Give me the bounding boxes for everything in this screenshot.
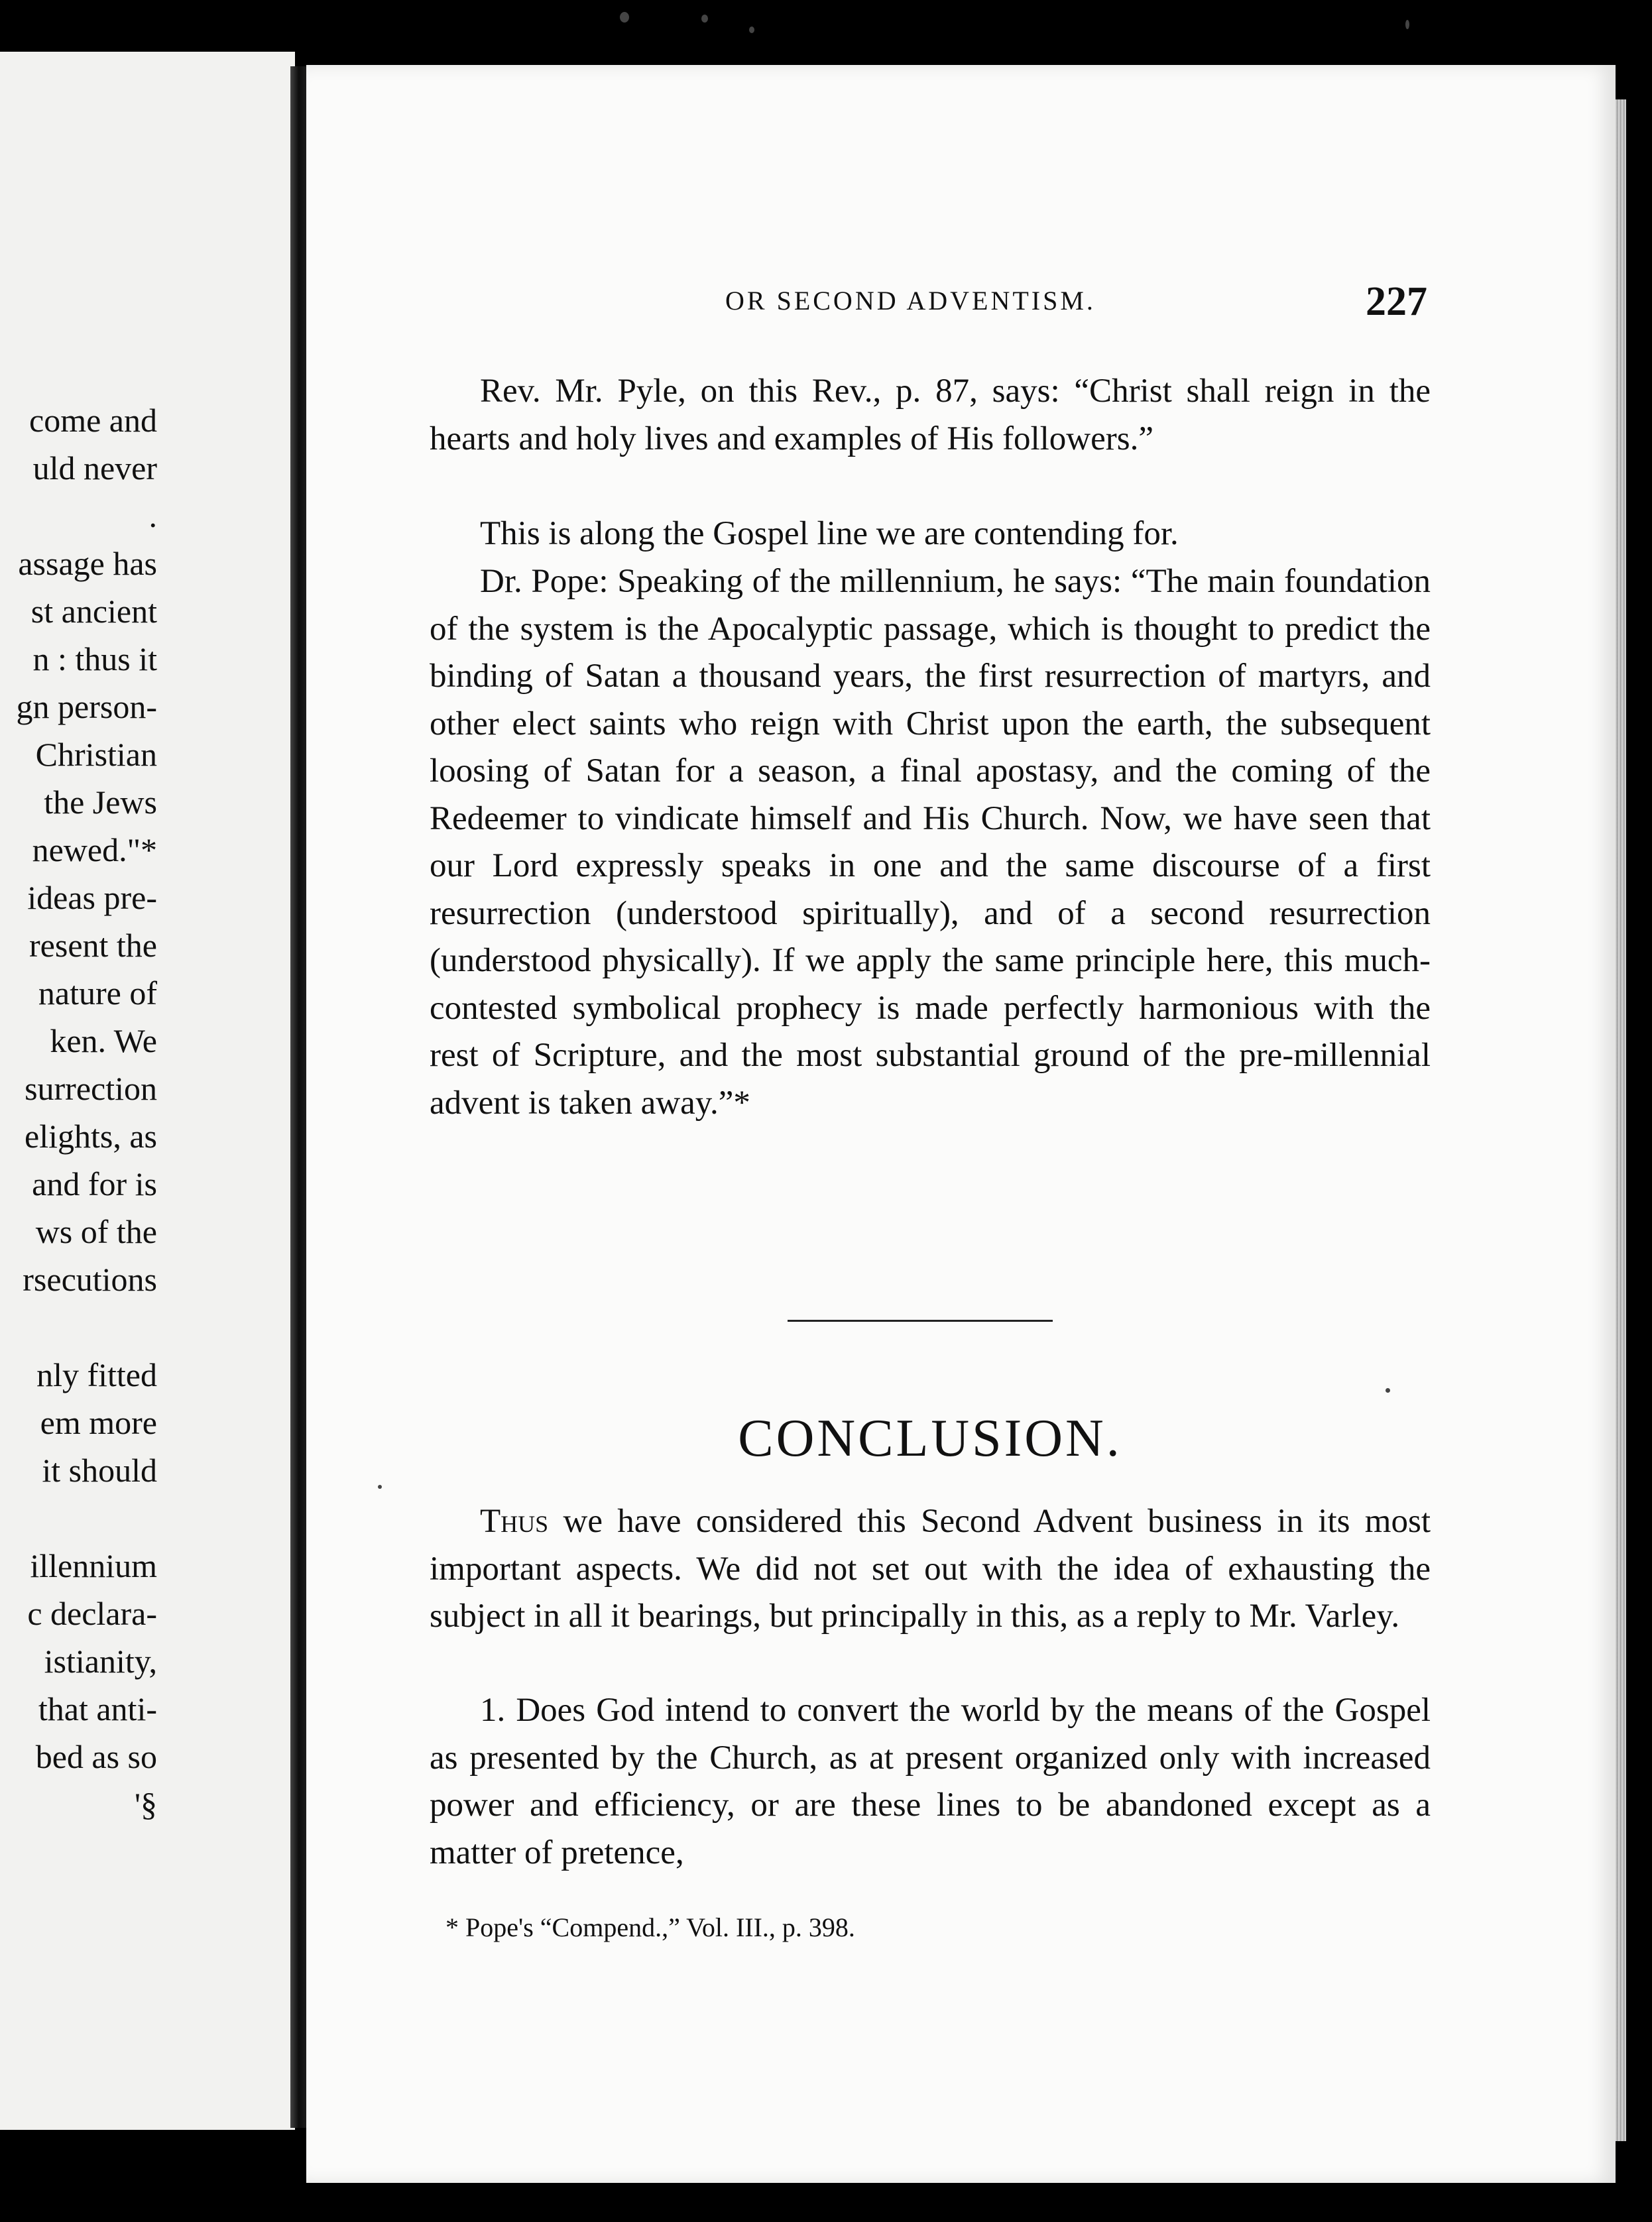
conclusion-paragraph-1 bbox=[430, 1498, 1431, 1641]
facing-page-line: newed."* bbox=[32, 831, 157, 868]
paragraph-pope: Dr. Pope: Speaking of the millennium, he says: “The main foundation of the system is the Apocalyptic passage, which is thought to predict the binding of Satan a thousand years, the first resurrection of martyrs, and other elect saints who reign with Christ upon the earth, the subsequent loosing of Satan for a season, a final apostasy, and the coming of the Redeemer to vindicate himself and His Church. Now, we have seen that our Lord expressly speaks in one and the same discourse of a first resurrection (understood spiritually), and of a second resurrection (understood physically). If we apply the same principle here, this much-contested symbolical prophecy is made perfectly harmonious with the rest of Scripture, and the most substantial ground of the pre-millennial advent is taken away.”* bbox=[430, 563, 1431, 1122]
facing-page-line: surrection bbox=[25, 1070, 157, 1107]
facing-page-line: st ancient bbox=[30, 593, 157, 630]
lead-word: Thus bbox=[480, 1503, 549, 1540]
facing-page-line: nly fitted bbox=[36, 1356, 157, 1393]
conclusion-heading: CONCLUSION. bbox=[738, 1409, 1122, 1468]
section-divider bbox=[788, 1320, 1053, 1322]
facing-page-line: n : thus it bbox=[32, 640, 157, 677]
scan-speck bbox=[749, 27, 754, 33]
facing-page-line: ideas pre- bbox=[27, 879, 157, 916]
facing-page-line: assage has bbox=[18, 545, 157, 582]
facing-page-line: gn person- bbox=[16, 688, 157, 725]
running-head: OR SECOND ADVENTISM. bbox=[725, 286, 1096, 316]
facing-page-line: elights, as bbox=[25, 1118, 157, 1155]
facing-page-line: em more bbox=[40, 1404, 157, 1441]
scan-speck bbox=[1386, 1388, 1390, 1393]
facing-page-line: ws of the bbox=[35, 1213, 157, 1250]
facing-page-line: that anti- bbox=[38, 1690, 157, 1727]
facing-page-line: illennium bbox=[30, 1547, 157, 1584]
paragraph-pyle: Rev. Mr. Pyle, on this Rev., p. 87, says: “Christ shall reign in the hearts and holy lives and examples of His followers.” bbox=[430, 373, 1431, 457]
scan-speck bbox=[378, 1485, 382, 1489]
facing-page-line: the Jews bbox=[44, 784, 157, 821]
scan-speck bbox=[1405, 20, 1409, 29]
page-number: 227 bbox=[1366, 279, 1427, 324]
facing-page-line: bed as so bbox=[35, 1738, 157, 1775]
footnote: * Pope's “Compend.,” Vol. III., p. 398. bbox=[445, 1912, 855, 1942]
facing-page-line: c declara- bbox=[27, 1595, 157, 1632]
facing-page-line: Christian bbox=[35, 736, 157, 773]
conclusion-paragraph-2: 1. Does God intend to convert the world by the means of the Gospel as presented by the Church, as at present organized only with increased power and efficiency, or are these lines to be abandoned except as a matter of pretence, bbox=[430, 1692, 1431, 1871]
facing-page-line: rsecutions bbox=[23, 1261, 157, 1298]
facing-page-line: '§ bbox=[134, 1786, 157, 1823]
facing-page-line: . bbox=[148, 497, 157, 534]
facing-page-line: istianity, bbox=[44, 1643, 157, 1680]
facing-page-line: uld never bbox=[32, 449, 157, 487]
facing-page-line: ken. We bbox=[50, 1022, 157, 1059]
facing-page-line: nature of bbox=[38, 974, 157, 1012]
facing-page-line: come and bbox=[29, 402, 157, 439]
facing-page-line: resent the bbox=[29, 927, 157, 964]
facing-page-line: and for is bbox=[32, 1165, 157, 1202]
scan-speck bbox=[620, 12, 629, 23]
scan-speck bbox=[701, 15, 708, 23]
page-edge bbox=[1616, 99, 1626, 2141]
paragraph-gospel-line: This is along the Gospel line we are contending for. bbox=[480, 515, 1179, 552]
facing-page bbox=[0, 52, 295, 2130]
conclusion-paragraph-1-text: we have considered this Second Advent business in its most important aspects. We did not set out with the idea of exhausting the subject in all it bearings, but principally in this, as a reply to Mr. Varley. bbox=[430, 1503, 1431, 1635]
facing-page-line: it should bbox=[42, 1452, 157, 1489]
